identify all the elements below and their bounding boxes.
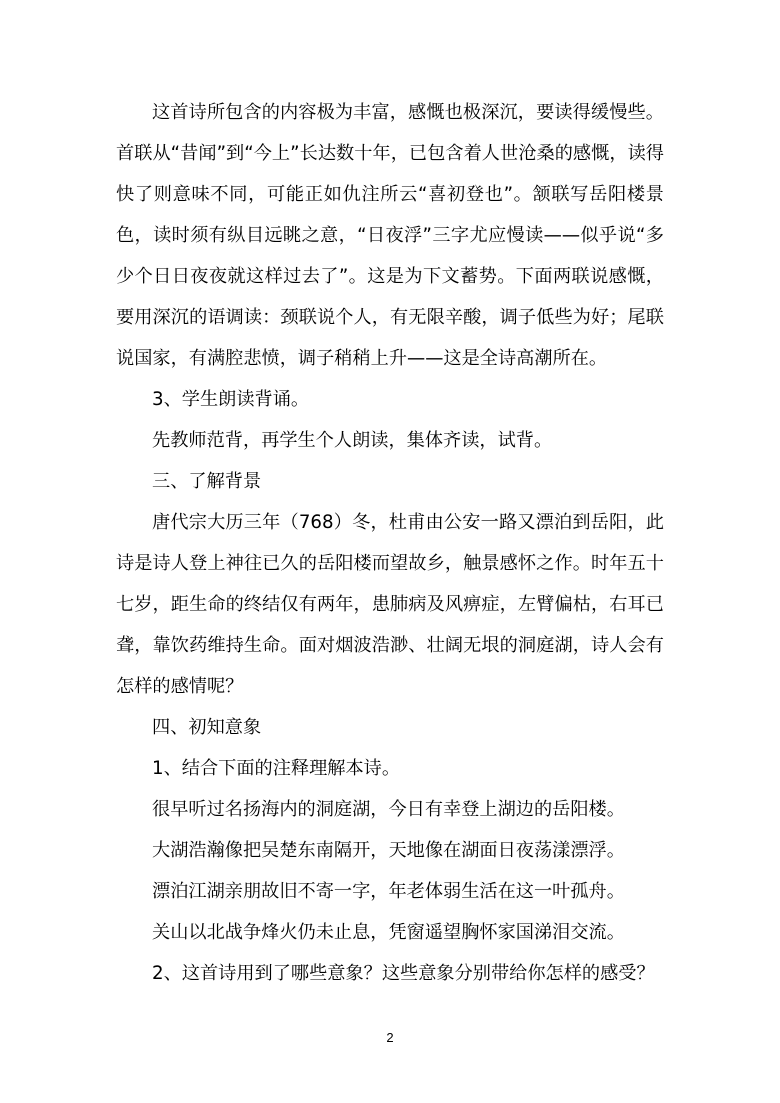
paragraph-recitation-method: 先教师范背，再学生个人朗读，集体齐读，试背。 [152, 430, 553, 451]
paragraph-step-1-heading: 1、结合下面的注释理解本诗。 [152, 758, 401, 779]
page-number: 2 [386, 1030, 394, 1045]
translation-line-3: 漂泊江湖亲朋故旧不寄一字，年老体弱生活在这一叶孤舟。 [152, 881, 625, 902]
paragraph-step-3-heading: 3、学生朗读背诵。 [152, 389, 310, 410]
translation-line-1: 很早听过名扬海内的洞庭湖，今日有幸登上湖边的岳阳楼。 [152, 799, 625, 820]
document-body [116, 92, 664, 994]
paragraph-background: 唐代宗大历三年（768）冬，杜甫由公安一路又漂泊到岳阳，此诗是诗人登上神往已久的岳阳楼而望故乡，触景感怀之作。时年五十七岁，距生命的终结仅有两年，患肺病及风痹症，左臂偏枯，右耳已聋，靠饮药维持生命。面对烟波浩渺、壮阔无垠的洞庭湖，诗人会有怎样的感情呢？ [116, 512, 664, 697]
translation-line-2: 大湖浩瀚像把吴楚东南隔开，天地像在湖面日夜荡漾漂浮。 [152, 840, 625, 861]
translation-line-4: 关山以北战争烽火仍未止息，凭窗遥望胸怀家国涕泪交流。 [152, 922, 625, 943]
section-heading-imagery: 四、初知意象 [152, 717, 262, 738]
section-heading-background: 三、了解背景 [152, 471, 262, 492]
paragraph-step-2-question: 2、这首诗用到了哪些意象？这些意象分别带给你怎样的感受？ [152, 963, 655, 984]
paragraph-reading-guidance: 这首诗所包含的内容极为丰富，感慨也极深沉，要读得缓慢些。首联从“昔闻”到“今上”长达数十年，已包含着人世沧桑的感慨，读得快了则意味不同，可能正如仇注所云“喜初登也”。颔联写岳阳楼景色，读时须有纵目远眺之意，“日夜浮”三字尤应慢读——似乎说“多少个日日夜夜就这样过去了”。这是为下文蓄势。下面两联说感慨，要用深沉的语调读：颈联说个人，有无限辛酸，调子低些为好；尾联说国家，有满腔悲愤，调子稍稍上升——这是全诗高潮所在。 [116, 102, 664, 369]
